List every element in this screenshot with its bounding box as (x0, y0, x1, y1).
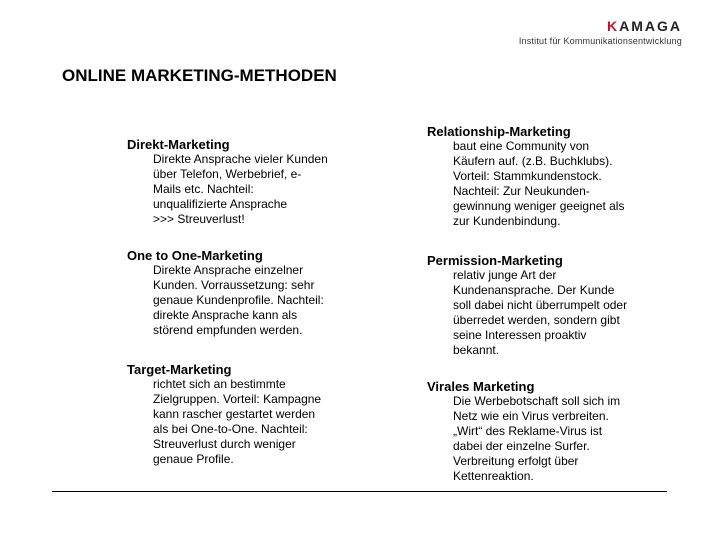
logo-name-accent: K (606, 18, 620, 34)
method-description: relativ junge Art der Kundenansprache. Der Kunde soll dabei nicht überrumpelt oder überredet werden, sondern gibt seine Interessen proaktiv bekannt. (453, 268, 628, 357)
method-description: Direkte Ansprache vieler Kunden über Telefon, Werbebrief, e- Mails etc. Nachteil: unqualifizierte Ansprache >>> Streuverlust! (153, 152, 328, 226)
page-title: ONLINE MARKETING-METHODEN (62, 66, 337, 85)
method-description: Die Werbebotschaft soll sich im Netz wie ein Virus verbreiten. „Wirt“ des Reklame-Virus ist dabei der einzelne Surfer. Verbreitung erfolgt über Kettenreaktion. (453, 394, 621, 483)
method-title: Relationship-Marketing (427, 124, 571, 139)
kamaga-logo (519, 18, 682, 46)
method-description: richtet sich an bestimmte Zielgruppen. Vorteil: Kampagne kann rascher gestartet werden als bei One-to-One. Nachteil: Streuverlust durch weniger genaue Profile. (153, 377, 322, 466)
method-title: Permission-Marketing (427, 253, 563, 268)
method-description: Direkte Ansprache einzelner Kunden. Vorraussetzung: sehr genaue Kundenprofile. Nachteil: direkte Ansprache kann als störend empfunden werden. (153, 263, 324, 337)
method-description: baut eine Community von Käufern auf. (z.B. Buchklubs). Vorteil: Stammkundenstock. Nachteil: Zur Neukunden- gewinnung weniger geeignet als zur Kundenbindung. (453, 139, 625, 228)
method-permission-marketing (427, 253, 627, 358)
method-direkt-marketing (127, 137, 328, 227)
method-title: Direkt-Marketing (127, 137, 230, 152)
method-relationship-marketing (427, 124, 624, 229)
method-virales-marketing (427, 379, 620, 484)
method-one-to-one-marketing (127, 248, 324, 338)
logo-name-rest: AMAGA (619, 18, 682, 34)
method-title: Target-Marketing (127, 362, 232, 377)
method-target-marketing (127, 362, 321, 467)
logo-name (519, 18, 682, 34)
logo-subtitle: Institut für Kommunikationsentwicklung (518, 36, 682, 46)
method-title: Virales Marketing (427, 379, 535, 394)
method-title: One to One-Marketing (127, 248, 263, 263)
bottom-divider (52, 491, 667, 492)
